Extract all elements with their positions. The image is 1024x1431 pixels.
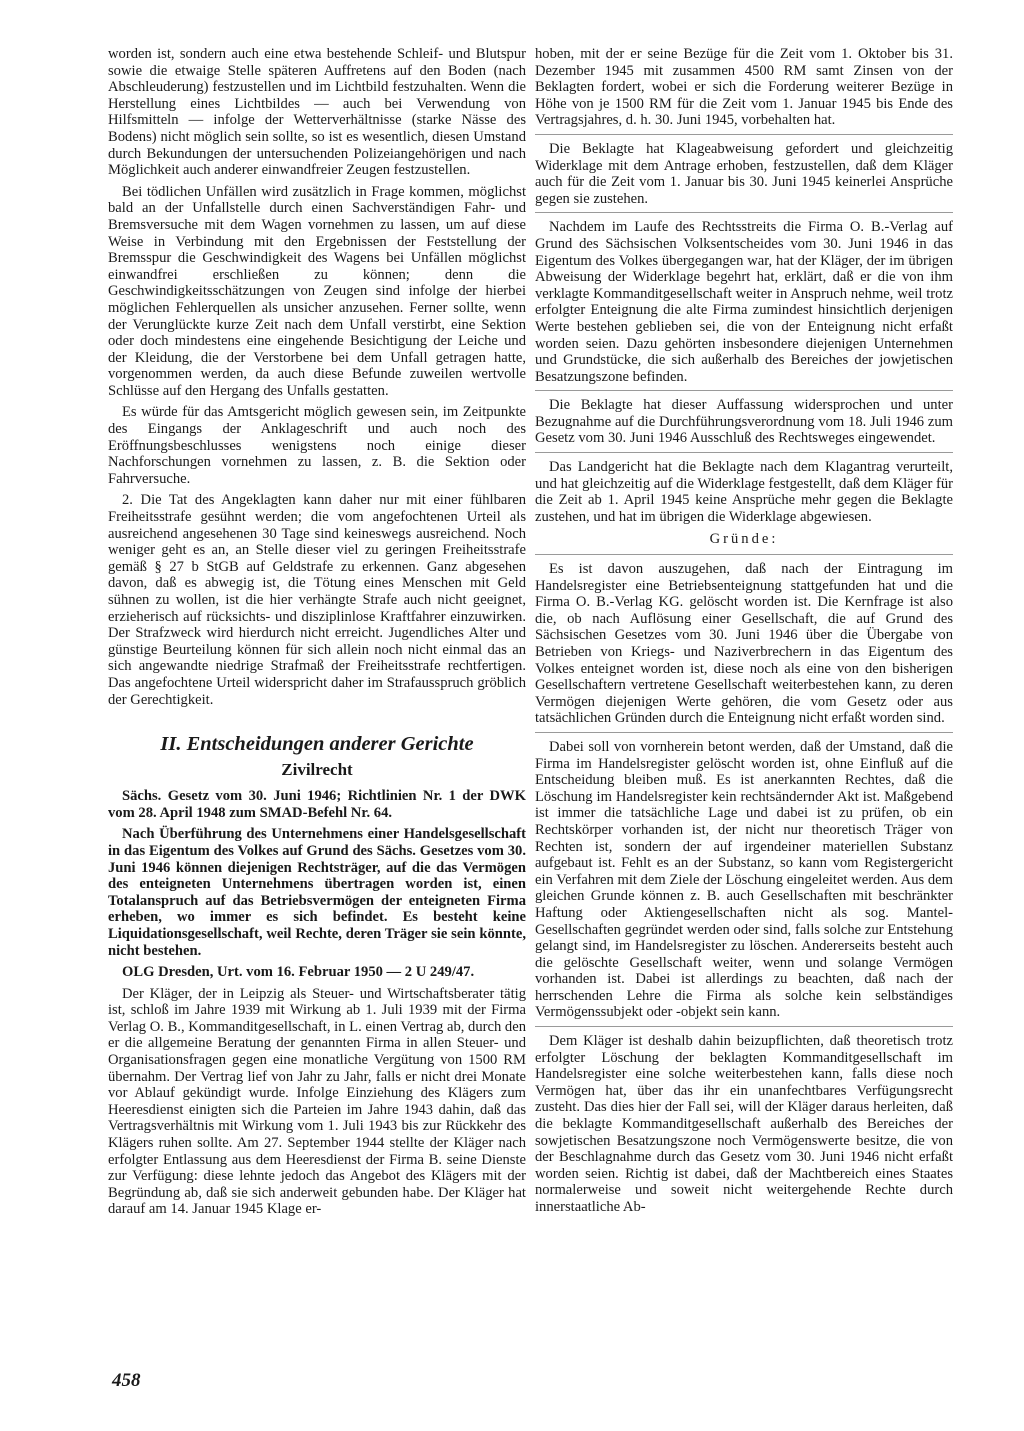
divider bbox=[535, 134, 953, 135]
divider bbox=[535, 390, 953, 391]
section-heading: II. Entscheidungen anderer Gerichte bbox=[160, 733, 474, 756]
case-paragraph: Der Kläger, der in Leipzig als Steuer- und Wirtschaftsberater tätig ist, schloß im Jahre 1939 mit Wirkung ab 1. Juli 1939 mit der Firma Verlag O. B., Kommanditgesellschaft, in L. einen Vertrag ab, durch den er die allgemeine Beratung der genannten Firma in allen Steuer- und Organisationsfragen gegen eine monatliche Vergütung von 1500 RM übernahm. Der Vertrag lief von Jahr zu Jahr, falls er nicht drei Monate vor Ablauf gekündigt wurde. Infolge Einziehung des Klägers zum Heeresdienst einigten sich die Parteien im Jahre 1943 dahin, daß das Vertragsverhältnis mit Wirkung vom 1. Juli 1943 bis zur Rückkehr des Klägers ruhen sollte. Am 27. September 1944 stellte der Kläger nach erfolgter Entlassung aus dem Heeresdienst der Firma B. seine Dienste zur Verfügung: diese lehnte jedoch das Angebot des Klägers mit der Begründung ab, daß sie sich anderweit gebunden habe. Der Kläger hat darauf am 14. Januar 1945 Klage er- bbox=[108, 985, 526, 1218]
paragraph: Dem Kläger ist deshalb dahin beizupflichten, daß theoretisch trotz erfolgter Löschung der beklagten Kommanditgesellschaft im Handelsregister eine solche weiterbestehen kann, falls diese noch Vermögen hat, über das ihr ein unanfechtbares Verfügungsrecht zusteht. Das dies hier der Fall sei, will der Kläger daraus herleiten, daß die beklagte Kommanditgesellschaft außerhalb des Bereiches der sowjetischen Besatzungszone noch Vermögenswerte besitze, die von der Beschlagnahme durch das Gesetz vom 30. Juni 1946 nicht erfaßt worden seien. Richtig ist dabei, daß der Machtbereich eines Staates normalerweise und soweit nicht weitergehende Rechte durch innerstaatliche Ab- bbox=[535, 1033, 953, 1215]
paragraph: Nachdem im Laufe des Rechtsstreits die Firma O. B.-Verlag auf Grund des Sächsischen Volksentscheides vom 30. Juni 1946 in das Eigentum des Volkes übergegangen war, hat der Kläger, der im übrigen Abweisung der Widerklage begehrt hat, erklärt, daß er die von ihm verklagte Kommanditgesellschaft weiter in Anspruch nehme, weil trotz erfolgter Enteignung die alte Firma zumindest hinsichtlich derjenigen Werte bestehen geblieben sei, die von der Enteignung nicht erfaßt worden seien. Dazu gehörten insbesondere diejenigen Unternehmen und Grundstücke, die sich außerhalb des Bereiches der jowjetischen Besatzungszone befinden. bbox=[535, 219, 953, 385]
paragraph: Bei tödlichen Unfällen wird zusätzlich in Frage kommen, möglichst bald an der Unfallstelle durch einen Sachverständigen Fahr- und Bremsversuche mit dem Wagen vornehmen zu lassen, um auf diese Weise in Verbindung mit den Ergebnissen der Feststellung der Bremsspur die Geschwindigkeit des Wagens bei Unfällen möglichst einwandfrei erschließen zu können; denn die Geschwindigkeitsschätzungen von Zeugen sind infolge der hierbei möglichen Fehlerquellen als unsicher anzusehen. Ferner sollte, wenn der Verunglückte kurze Zeit nach dem Unfall verstirbt, eine Sektion oder doch mindestens eine eingehende Besichtigung der Leiche und der Kleidung, die der Verstorbene bei dem Unfall getragen hatte, vorgenommen werden, da auch diese Befunde zuweilen wertvolle Schlüsse auf den Hergang des Unfalls gestatten. bbox=[108, 183, 526, 399]
court-line: OLG Dresden, Urt. vom 16. Februar 1950 — 2 U 249/47. bbox=[122, 964, 475, 981]
divider bbox=[535, 554, 953, 555]
divider bbox=[535, 732, 953, 733]
paragraph: hoben, mit der er seine Bezüge für die Zeit vom 1. Oktober bis 31. Dezember 1945 mit zusammen 4500 RM samt Zinsen von der Beklagten fordert, wobei er sich die Forderung weiterer Bezüge in Höhe von je 1500 RM für die Zeit vom 1. Januar 1945 bis Ende des Vertragsjahres, d. h. 30. Juni 1945, vorbehalten hat. bbox=[535, 46, 953, 129]
paragraph: Die Beklagte hat dieser Auffassung widersprochen und unter Bezugnahme auf die Durchführungsverordnung vom 18. Juli 1946 zum Gesetz vom 30. Juni 1946 Ausschluß des Rechtsweges eingewendet. bbox=[535, 397, 953, 447]
divider bbox=[535, 452, 953, 453]
divider bbox=[535, 1026, 953, 1027]
statute-line: Sächs. Gesetz vom 30. Juni 1946; Richtlinien Nr. 1 der DWK vom 28. April 1948 zum SMAD-Befehl Nr. 64. bbox=[108, 788, 526, 821]
paragraph: Das Landgericht hat die Beklagte nach dem Klagantrag verurteilt, und hat gleichzeitig auf die Widerklage festgestellt, daß dem Kläger für die Zeit ab 1. April 1945 keine Ansprüche mehr gegen die Beklagte zustehen, und hat im übrigen die Widerklage abgewiesen. bbox=[535, 459, 953, 525]
right-column bbox=[535, 46, 953, 1221]
paragraph: Dabei soll von vornherein betont werden, daß der Umstand, daß die Firma im Handelsregister gelöscht worden ist, ohne Einfluß auf die Entscheidung bleiben muß. Es ist anerkannten Rechtes, daß die Löschung im Handelsregister kein rechtsändernder Akt ist. Maßgebend ist immer die tatsächliche Lage und dabei ist zu prüfen, ob ein Rechtskörper vorhanden ist, der nicht nur theoretisch Träger von Rechten ist, sondern der auf irgendeiner materiellen Substanz aufgebaut ist. Fehlt es an der Substanz, so kann vom Registergericht ein Verfahren mit dem Ziele der Löschung eingeleitet werden. Aus dem gleichen Grunde können z. B. auch Gesellschaften mit beschränkter Haftung oder Aktiengesellschaften nicht als sog. Mantel-Gesellschaften gegründet werden oder sind, falls solche zur Entstehung gelangt sind, im Handelsregister zu löschen. Andererseits besteht auch die gelöschte Gesellschaft weiter, wenn und solange Vermögen vorhanden ist. Dabei ist allerdings zu beachten, daß nach der herrschenden Lehre die Firma als solche kein selbständiges Vermögenssubjekt oder -objekt sein kann. bbox=[535, 738, 953, 1021]
paragraph: Es würde für das Amtsgericht möglich gewesen sein, im Zeitpunkte des Eingangs der Anklageschrift und auch noch des Eröffnungsbeschlusses wenigstens noch einige dieser Nachforschungen vornehmen zu lassen, z. B. die Sektion oder Fahrversuche. bbox=[108, 404, 526, 487]
headnote: Nach Überführung des Unternehmens einer Handelsgesellschaft in das Eigentum des Volkes auf Grund des Sächs. Gesetzes vom 30. Juni 1946 können diejenigen Rechtsträger, auf die das Vermögen des enteigneten Unternehmens übertragen worden ist, einen Totalanspruch auf das Betriebsvermögen der enteigneten Firma erheben, wo immer es sich befindet. Es besteht keine Liquidationsgesellschaft, weil Rechte, deren Träger sie sein könnte, nicht bestehen. bbox=[108, 826, 526, 959]
paragraph: Es ist davon auszugehen, daß nach der Eintragung im Handelsregister eine Betriebsenteignung stattgefunden hat und die Firma O. B.-Verlag KG. gelöscht worden ist. Die Kernfrage ist also die, ob nach Auflösung einer Gesellschaft, die auf Grund des Sächsischen Gesetzes vom 30. Juni 1946 über die Übergabe von Betrieben von Kriegs- und Naziverbrechern in das Eigentum des Volkes enteignet worden ist, diese noch als eine von den bisherigen Gesellschaftern vertretene Gesellschaft weiterbestehen kann, zu deren Vermögen diejenigen Werte gehören, die vom Gesetz oder aus tatsächlichen Gründen durch die Enteignung nicht erfaßt worden sind. bbox=[535, 561, 953, 727]
left-column bbox=[108, 46, 526, 1223]
paragraph: 2. Die Tat des Angeklagten kann daher nur mit einer fühlbaren Freiheitsstrafe gesühnt werden; die vom angefochtenen Urteil als ausreichend angesehenen 30 Tage sind keineswegs ausreichend. Noch weniger geht es an, an Stelle dieser viel zu geringen Freiheitsstrafe gemäß § 27 b StGB auf Geldstrafe zu erkennen. Ganz abgesehen davon, daß es abwegig ist, die Tötung eines Menschen mit Geld sühnen zu wollen, ist die hier verhängte Strafe auch nicht geeignet, erzieherisch auf rücksichts- und disziplinlose Kraftfahrer einzuwirken. Der Strafzweck wird hierdurch nicht erreicht. Jugendliches Alter und günstige Beurteilung können für sich allein noch nicht einmal das an sich angewandte niedrige Strafmaß der Freiheitsstrafe rechtfertigen. Das angefochtene Urteil widerspricht daher im Strafausspruch gröblich der Gerechtigkeit. bbox=[108, 492, 526, 708]
subsection-heading: Zivilrecht bbox=[281, 760, 353, 780]
divider bbox=[535, 212, 953, 213]
page-number: 458 bbox=[112, 1370, 141, 1391]
paragraph: Die Beklagte hat Klageabweisung gefordert und gleichzeitig Widerklage mit dem Antrage erhoben, festzustellen, daß dem Kläger auch für die Zeit vom 1. Januar bis 30. Juni 1945 keinerlei Ansprüche gegen sie zustehen. bbox=[535, 140, 953, 207]
paragraph: worden ist, sondern auch eine etwa bestehende Schleif- und Blutspur sowie die etwaige Stelle späteren Auffretens auf den Boden (nach Abschleuderung) festzustellen und im Lichtbild festzuhalten. Wenn die Herstellung eines Lichtbildes — auch bei Verwendung von Hilfsmitteln — infolge der Wetterverhältnisse (starke Nässe des Bodens) nicht möglich sein sollte, so ist es wesentlich, diesen Umstand durch Bekundungen der untersuchenden Polizeiangehörigen und nach Möglichkeit auch anderer einwandfreier Zeugen festzustellen. bbox=[108, 46, 526, 179]
gruende-heading: Gründe: bbox=[709, 531, 779, 548]
